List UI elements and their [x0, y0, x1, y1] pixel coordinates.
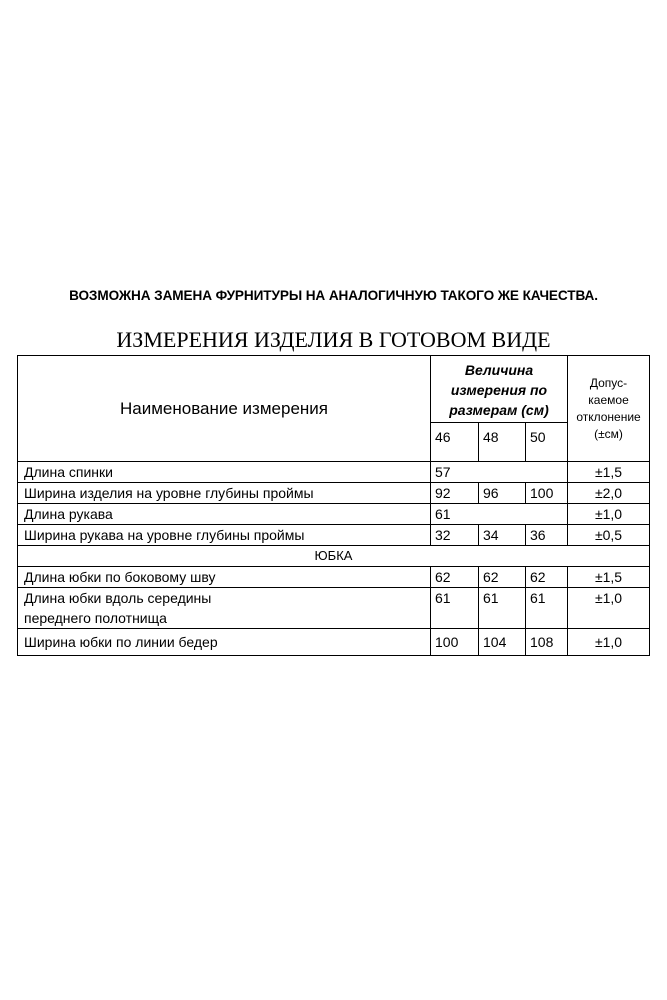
measurement-value: 61 [479, 588, 526, 629]
header-tolerance: Допус-каемое отклонение (±см) [568, 356, 650, 462]
measurement-tolerance: ±2,0 [568, 483, 650, 504]
measurement-value: 108 [526, 629, 568, 656]
measurement-name: Ширина рукава на уровне глубины проймы [18, 525, 431, 546]
measurement-value: 61 [526, 588, 568, 629]
measurement-value: 32 [431, 525, 479, 546]
table-row [18, 629, 650, 656]
measurement-value: 57 [431, 462, 568, 483]
table-row [18, 504, 650, 525]
measurement-tolerance: ±1,0 [568, 629, 650, 656]
header-size-values: Величина измерения по размерам (см) [431, 356, 568, 423]
measurement-name: Длина рукава [18, 504, 431, 525]
table-row [18, 483, 650, 504]
measurement-name: Ширина юбки по линии бедер [18, 629, 431, 656]
measurement-name: Длина юбки по боковому шву [18, 567, 431, 588]
measurement-name: Длина спинки [18, 462, 431, 483]
measurement-value: 100 [526, 483, 568, 504]
table-row [18, 567, 650, 588]
measurement-value: 61 [431, 588, 479, 629]
table-row [18, 462, 650, 483]
size-46: 46 [431, 423, 479, 462]
measurement-value: 62 [526, 567, 568, 588]
measurement-value: 96 [479, 483, 526, 504]
measurement-tolerance: ±0,5 [568, 525, 650, 546]
measurement-value: 104 [479, 629, 526, 656]
measurement-name: Ширина изделия на уровне глубины проймы [18, 483, 431, 504]
measurement-value: 62 [431, 567, 479, 588]
table-row [18, 525, 650, 546]
measurement-value: 61 [431, 504, 568, 525]
table-row [18, 588, 650, 629]
measurement-value: 92 [431, 483, 479, 504]
table-header-row [18, 356, 650, 423]
measurement-tolerance: ±1,5 [568, 462, 650, 483]
measurements-table [17, 355, 650, 656]
measurement-value: 34 [479, 525, 526, 546]
document-title: ИЗМЕРЕНИЯ ИЗДЕЛИЯ В ГОТОВОМ ВИДЕ [116, 327, 551, 352]
size-48: 48 [479, 423, 526, 462]
measurement-tolerance: ±1,0 [568, 588, 650, 629]
section-row-skirt [18, 546, 650, 567]
size-50: 50 [526, 423, 568, 462]
measurement-tolerance: ±1,0 [568, 504, 650, 525]
measurement-name: Длина юбки вдоль середины переднего полотнища [18, 588, 431, 629]
measurement-value: 62 [479, 567, 526, 588]
fittings-notice: ВОЗМОЖНА ЗАМЕНА ФУРНИТУРЫ НА АНАЛОГИЧНУЮ ТАКОГО ЖЕ КАЧЕСТВА. [69, 288, 598, 303]
measurement-value: 100 [431, 629, 479, 656]
measurement-tolerance: ±1,5 [568, 567, 650, 588]
section-title: ЮБКА [18, 546, 650, 567]
header-measurement-name: Наименование измерения [18, 356, 431, 462]
measurement-value: 36 [526, 525, 568, 546]
